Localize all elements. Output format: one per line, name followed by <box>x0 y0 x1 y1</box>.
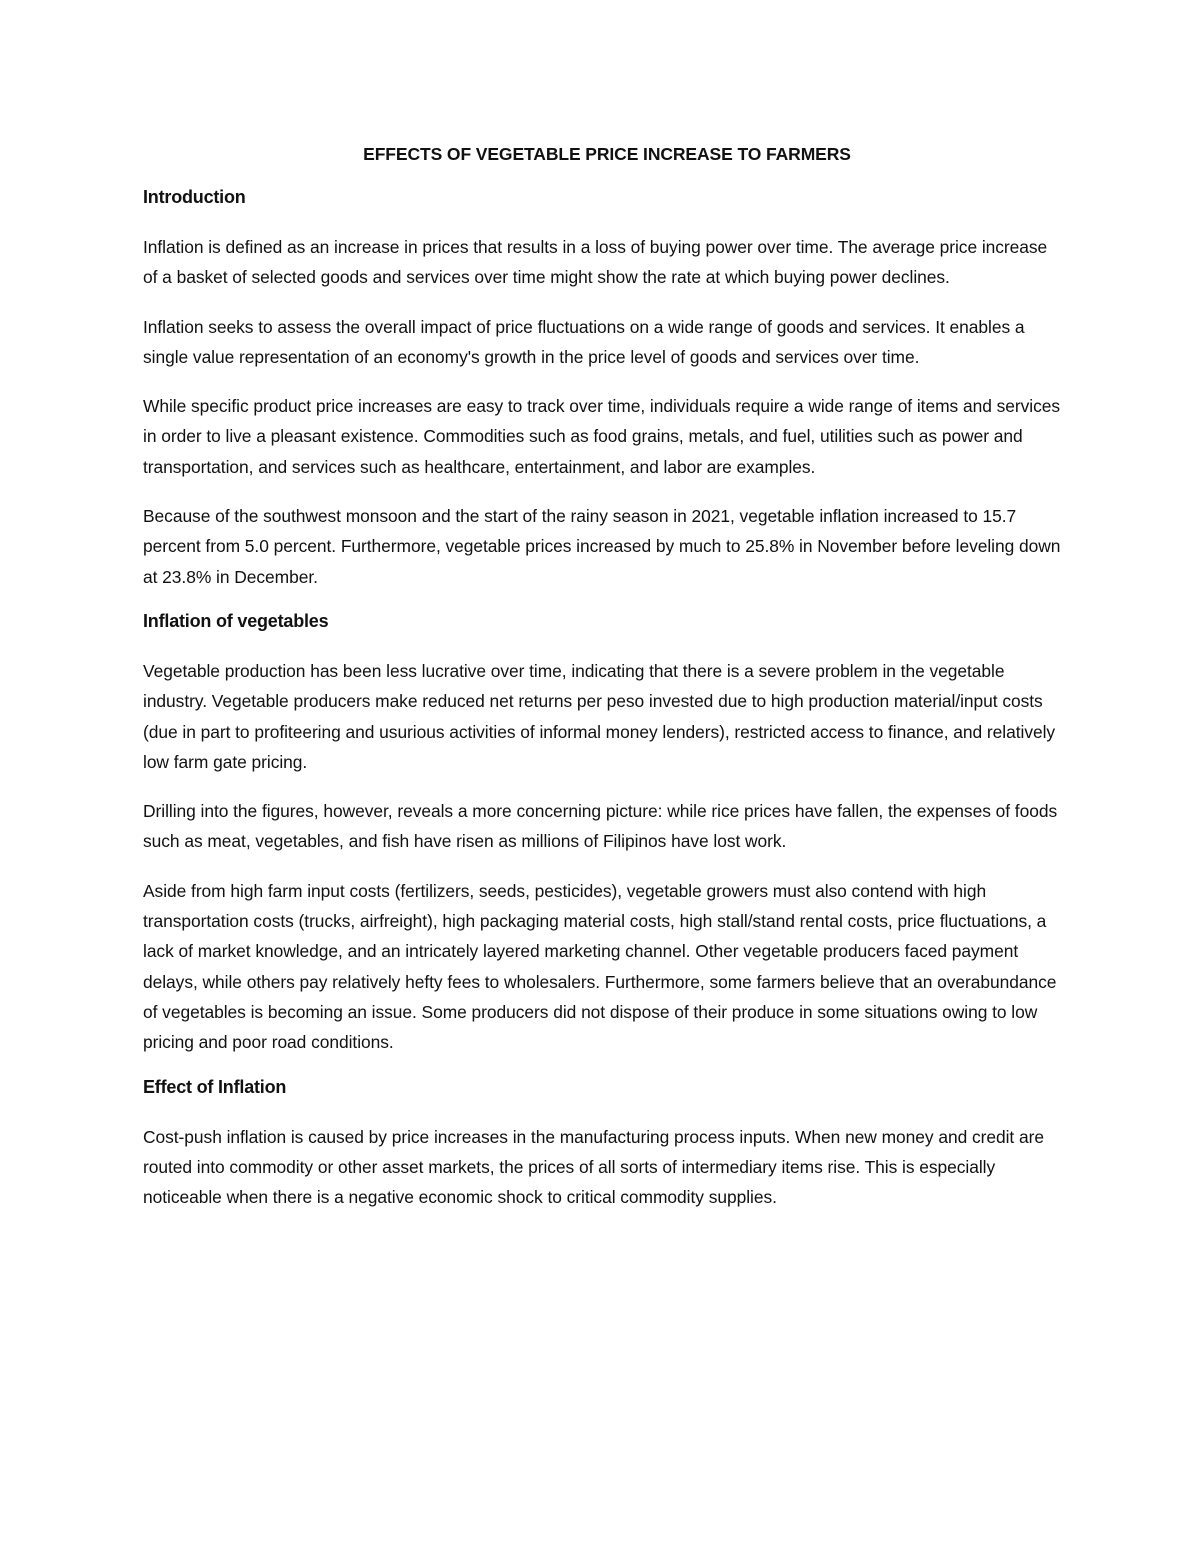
paragraph: Inflation seeks to assess the overall impact of price fluctuations on a wide range of goods and services. It enables a single value representation of an economy's growth in the price level of goods and services over time. <box>143 316 1025 367</box>
section-heading: Introduction <box>143 187 246 207</box>
section-introduction <box>143 187 1063 592</box>
document-body <box>143 144 1063 1231</box>
section-heading: Inflation of vegetables <box>143 610 329 631</box>
paragraph: Drilling into the figures, however, reveals a more concerning picture: while rice prices have fallen, the expenses of foods such as meat, vegetables, and fish have risen as millions of Filipinos have lost work. <box>143 801 1058 852</box>
paragraph: Aside from high farm input costs (fertilizers, seeds, pesticides), vegetable growers must also contend with high transportation costs (trucks, airfreight), high packaging material costs, high stall/stand rental costs, price fluctuations, a lack of market knowledge, and an intricately layered marketing channel. Other vegetable producers faced payment delays, while others pay relatively hefty fees to wholesalers. Furthermore, some farmers believe that an overabundance of vegetables is becoming an issue. Some producers did not dispose of their produce in some situations owing to low pricing and poor road conditions. <box>143 880 1057 1053</box>
paragraph: Vegetable production has been less lucrative over time, indicating that there is a severe problem in the vegetable industry. Vegetable producers make reduced net returns per peso invested due to high production material/input costs (due in part to profiteering and usurious activities of informal money lenders), restricted access to finance, and relatively low farm gate pricing. <box>143 660 1056 772</box>
document-title: EFFECTS OF VEGETABLE PRICE INCREASE TO FARMERS <box>363 144 851 164</box>
paragraph: Inflation is defined as an increase in prices that results in a loss of buying power over time. The average price increase of a basket of selected goods and services over time might show the rate at which buying power declines. <box>143 237 1048 288</box>
paragraph: Cost-push inflation is caused by price increases in the manufacturing process inputs. When new money and credit are routed into commodity or other asset markets, the prices of all sorts of intermediary items rise. This is especially noticeable when there is a negative economic shock to critical commodity supplies. <box>143 1126 1044 1208</box>
section-heading: Effect of Inflation <box>143 1076 287 1097</box>
paragraph: Because of the southwest monsoon and the start of the rainy season in 2021, vegetable inflation increased to 15.7 percent from 5.0 percent. Furthermore, vegetable prices increased by much to 25.8% in November before leveling down at 23.8% in December. <box>143 506 1061 587</box>
section-effect-of-inflation <box>143 1077 1063 1213</box>
section-inflation-of-vegetables <box>143 611 1063 1058</box>
paragraph: While specific product price increases are easy to track over time, individuals require a wide range of items and services in order to live a pleasant existence. Commodities such as food grains, metals, and fuel, utilities such as power and transportation, and services such as healthcare, entertainment, and labor are examples. <box>143 396 1060 477</box>
